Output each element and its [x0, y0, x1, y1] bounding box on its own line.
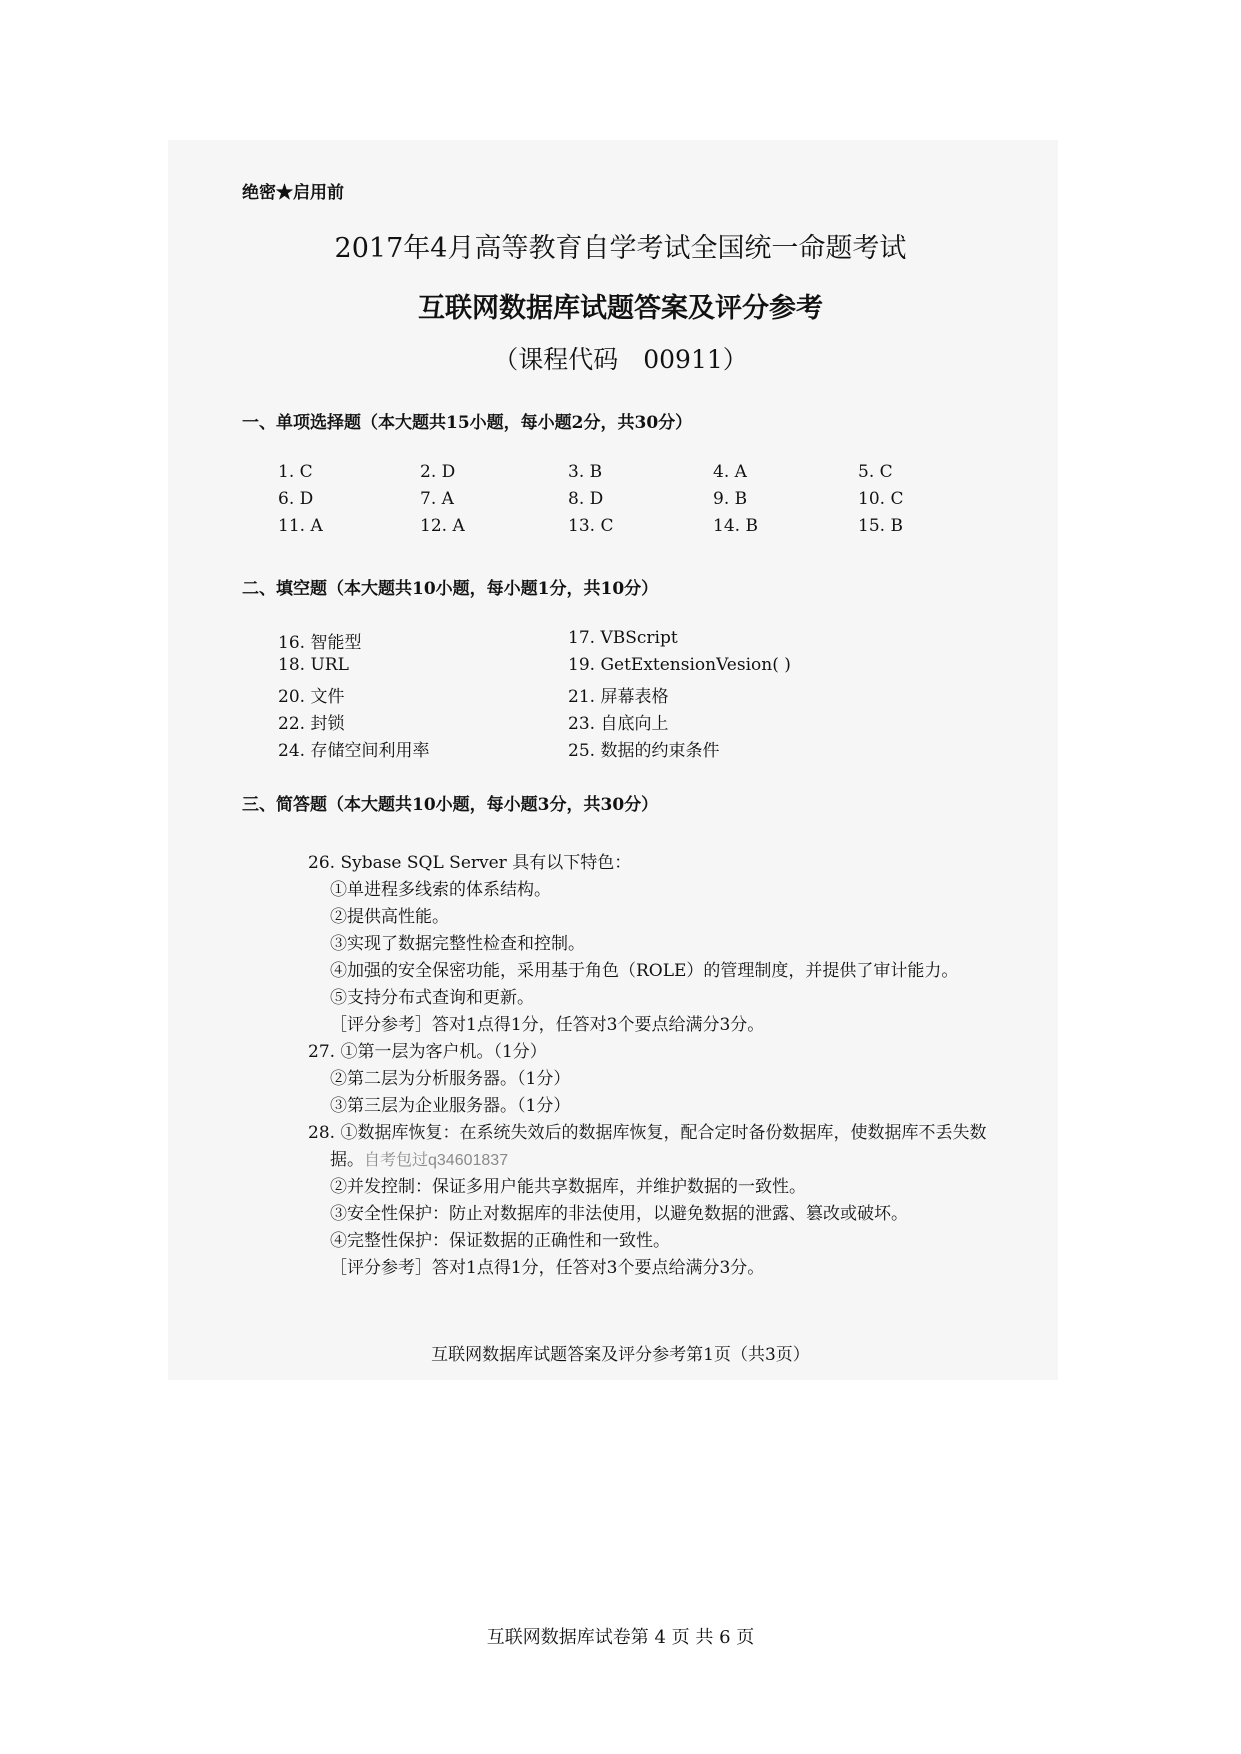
scoring-note: ［评分参考］答对1点得1分，任答对3个要点给满分3分。 [330, 1258, 765, 1278]
fill-answer: 16. 智能型 [278, 633, 362, 653]
mc-answer: 2. D [420, 462, 456, 482]
answer-line: ⑤支持分布式查询和更新。 [330, 988, 534, 1008]
inner-page-footer: 互联网数据库试题答案及评分参考第1页（共3页） [431, 1345, 810, 1365]
mc-answer: 4. A [713, 462, 747, 482]
section1-heading: 一、单项选择题（本大题共15小题，每小题2分，共30分） [242, 413, 693, 433]
mc-answer: 7. A [420, 489, 454, 509]
fill-answer: 17. VBScript [568, 628, 678, 648]
scoring-note: ［评分参考］答对1点得1分，任答对3个要点给满分3分。 [330, 1015, 765, 1035]
answer-line: 26. Sybase SQL Server 具有以下特色： [308, 853, 632, 873]
exam-title: 2017年4月高等教育自学考试全国统一命题考试 [334, 233, 907, 264]
mc-answer: 10. C [858, 489, 904, 509]
course-code: （课程代码 00911） [493, 345, 748, 374]
answer-line: 28. ①数据库恢复：在系统失效后的数据库恢复，配合定时备份数据库，使数据库不丢失数 [308, 1123, 987, 1143]
answer-line: ②第二层为分析服务器。（1分） [330, 1069, 571, 1089]
fill-answer: 20. 文件 [278, 687, 345, 707]
answer-line: ②并发控制：保证多用户能共享数据库，并维护数据的一致性。 [330, 1177, 806, 1197]
page-footer: 互联网数据库试卷第 4 页 共 6 页 [486, 1627, 755, 1648]
mc-answer: 9. B [713, 489, 748, 509]
secret-label: 绝密★启用前 [242, 183, 344, 203]
section3-heading: 三、简答题（本大题共10小题，每小题3分，共30分） [242, 795, 659, 815]
answer-line: ③实现了数据完整性检查和控制。 [330, 934, 585, 954]
answer-line: ④加强的安全保密功能，采用基于角色（ROLE）的管理制度，并提供了审计能力。 [330, 961, 959, 981]
fill-answer: 22. 封锁 [278, 714, 345, 734]
answer-line: ③安全性保护：防止对数据库的非法使用，以避免数据的泄露、篡改或破坏。 [330, 1204, 908, 1224]
mc-answer: 11. A [278, 516, 323, 536]
fill-answer: 19. GetExtensionVesion( ) [568, 655, 791, 675]
mc-answer: 6. D [278, 489, 314, 509]
mc-answer: 3. B [568, 462, 603, 482]
answer-line: ③第三层为企业服务器。（1分） [330, 1096, 571, 1116]
answer-line-continuation: 据。 [330, 1150, 364, 1170]
mc-answer: 14. B [713, 516, 758, 536]
watermark-text: 自考包过q34601837 [364, 1152, 509, 1169]
fill-answer: 21. 屏幕表格 [568, 687, 669, 707]
mc-answer: 8. D [568, 489, 604, 509]
answer-line: ①单进程多线索的体系结构。 [330, 880, 551, 900]
mc-answer: 15. B [858, 516, 903, 536]
fill-answer: 23. 自底向上 [568, 714, 669, 734]
answer-line [330, 1145, 508, 1170]
answer-line: ②提供高性能。 [330, 907, 449, 927]
document-title: 互联网数据库试题答案及评分参考 [418, 293, 823, 324]
mc-answer: 5. C [858, 462, 893, 482]
mc-answer: 13. C [568, 516, 614, 536]
fill-answer: 18. URL [278, 655, 349, 675]
answer-line: 27. ①第一层为客户机。（1分） [308, 1042, 547, 1062]
mc-answer: 12. A [420, 516, 465, 536]
fill-answer: 25. 数据的约束条件 [568, 741, 720, 761]
mc-answer: 1. C [278, 462, 313, 482]
section2-heading: 二、填空题（本大题共10小题，每小题1分，共10分） [242, 579, 659, 599]
fill-answer: 24. 存储空间利用率 [278, 741, 430, 761]
answer-line: ④完整性保护：保证数据的正确性和一致性。 [330, 1231, 670, 1251]
